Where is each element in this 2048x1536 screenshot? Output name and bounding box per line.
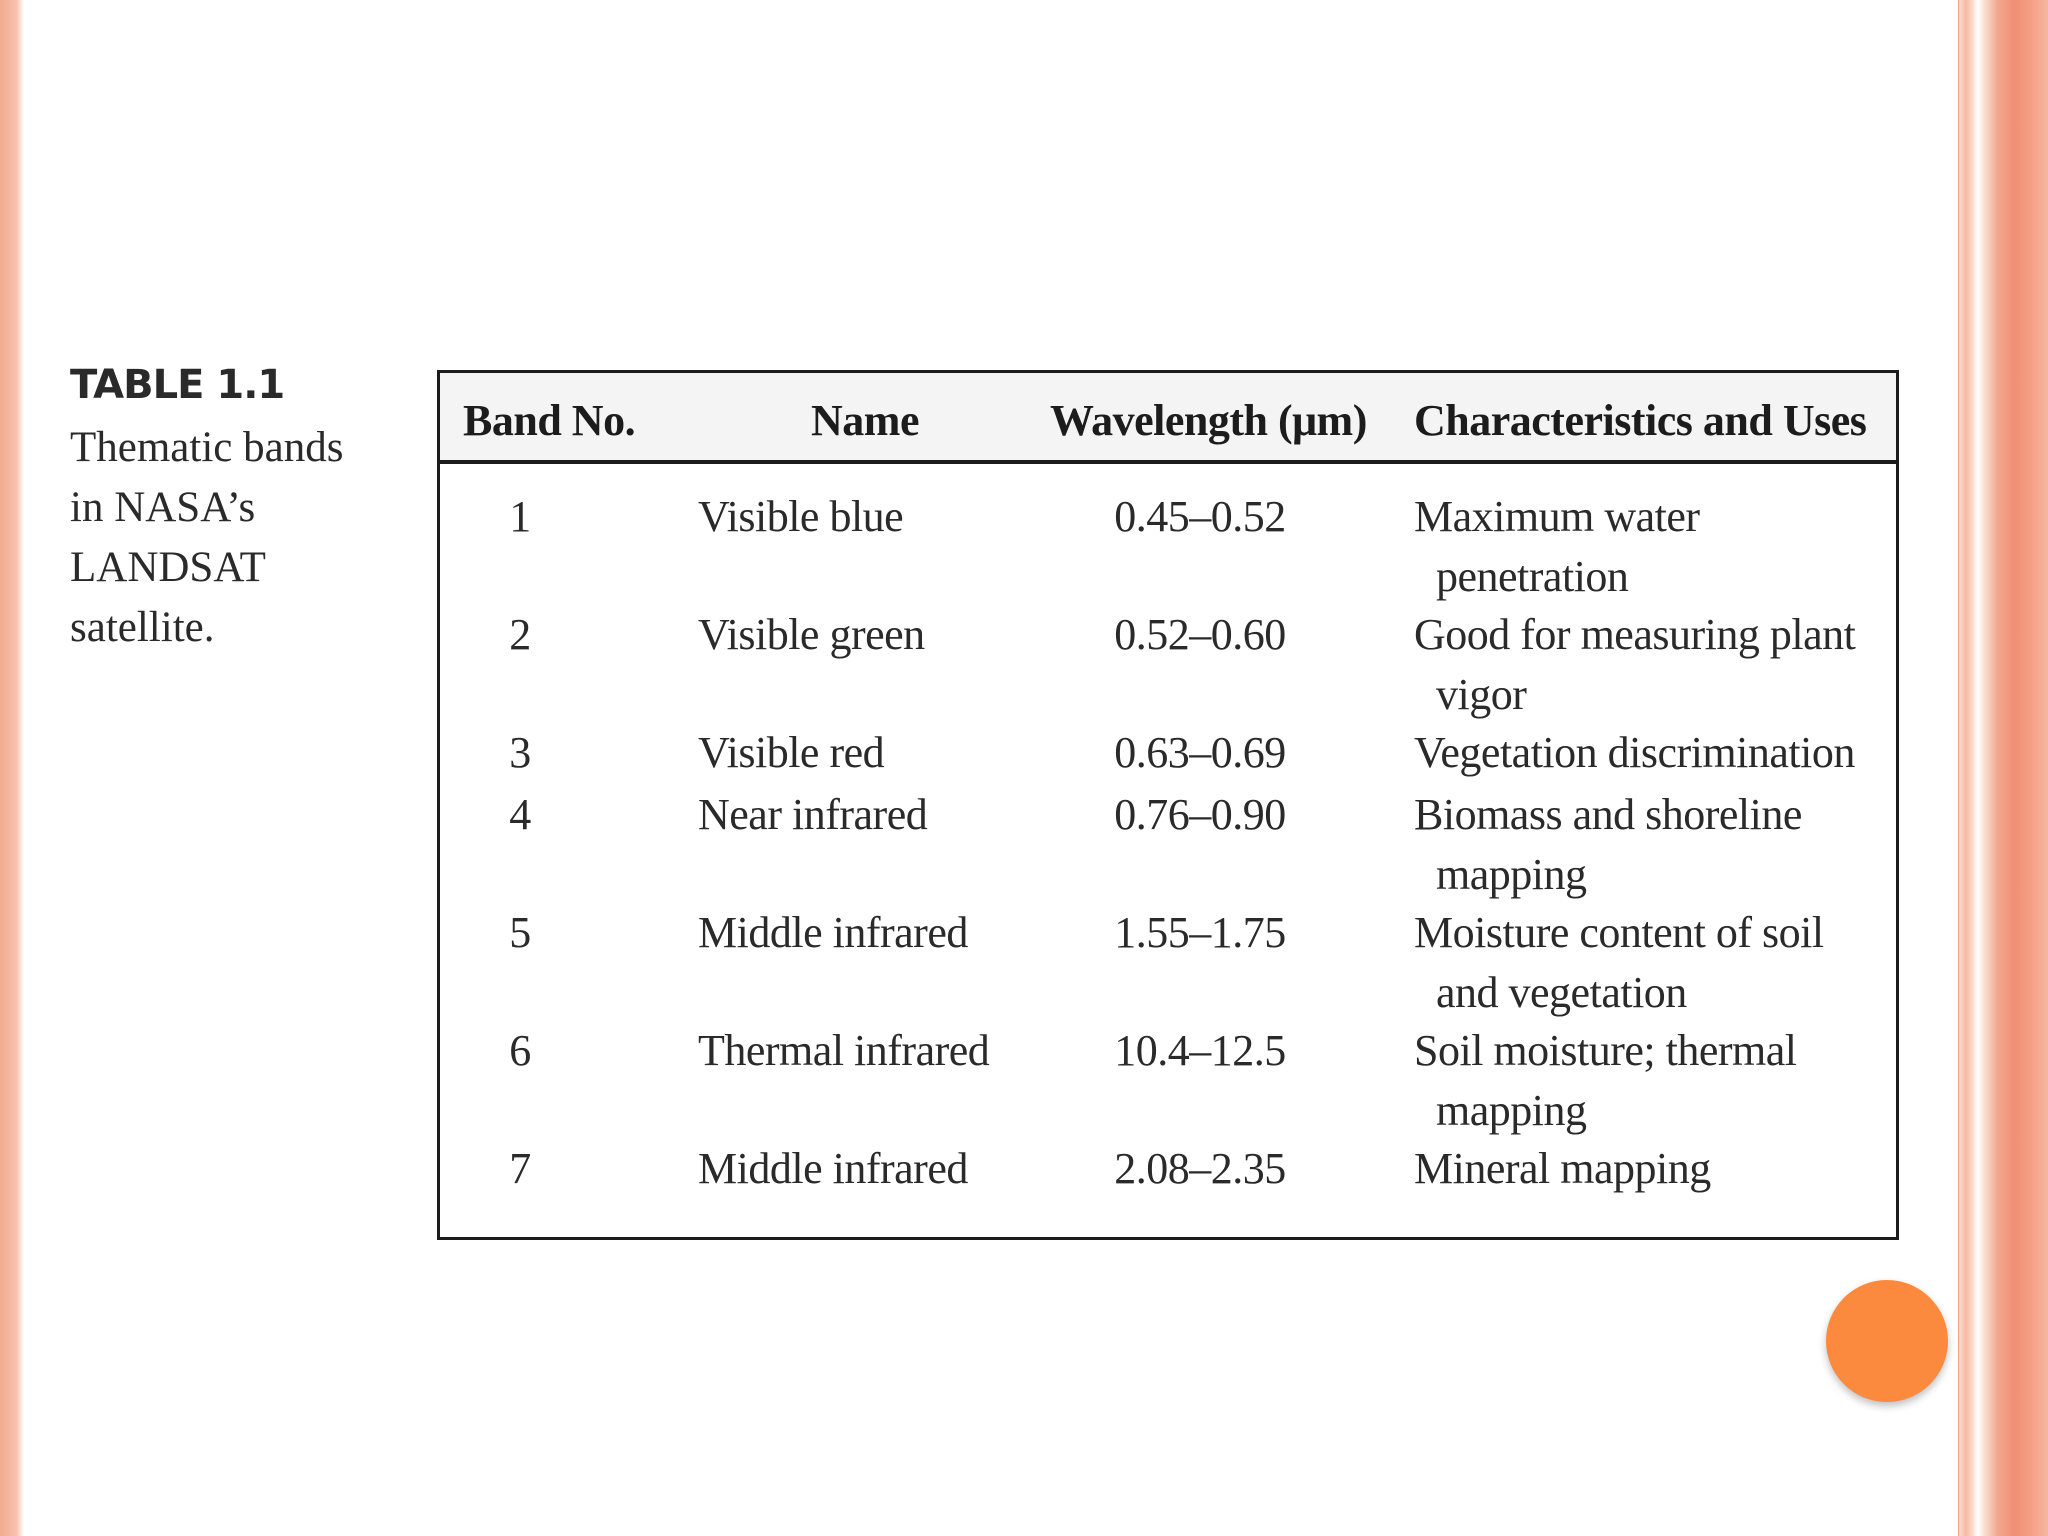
landsat-bands-table xyxy=(437,370,1899,1240)
right-border-stripes xyxy=(1958,0,2048,1536)
cell-wavelength: 2.08–2.35 xyxy=(1114,1144,1286,1193)
cell-characteristics: Soil moisture; thermal mapping xyxy=(1414,1026,1797,1135)
cell-name: Thermal infrared xyxy=(698,1026,990,1075)
cell-characteristics: Vegetation discrimination xyxy=(1414,728,1855,777)
header-name: Name xyxy=(811,396,919,445)
cell-band: 2 xyxy=(509,610,531,659)
cell-wavelength: 0.63–0.69 xyxy=(1114,728,1286,777)
cell-wavelength: 0.52–0.60 xyxy=(1114,610,1286,659)
cell-wavelength: 1.55–1.75 xyxy=(1114,908,1286,957)
cell-name: Visible green xyxy=(698,610,925,659)
cell-band: 6 xyxy=(509,1026,531,1075)
cell-band: 4 xyxy=(509,790,531,839)
cell-characteristics: Moisture content of soil and vegetation xyxy=(1414,908,1824,1017)
cell-wavelength: 0.76–0.90 xyxy=(1114,790,1286,839)
cell-characteristics: Biomass and shoreline mapping xyxy=(1414,790,1802,899)
cell-characteristics: Good for measuring plant vigor xyxy=(1414,610,1856,719)
cell-name: Visible red xyxy=(698,728,885,777)
cell-name: Middle infrared xyxy=(698,1144,968,1193)
cell-wavelength: 10.4–12.5 xyxy=(1114,1026,1286,1075)
left-border-stripe xyxy=(0,0,24,1536)
cell-name: Visible blue xyxy=(698,492,904,541)
cell-band: 3 xyxy=(509,728,531,777)
header-band-no: Band No. xyxy=(463,396,636,445)
cell-name: Near infrared xyxy=(698,790,928,839)
table-caption xyxy=(70,362,370,658)
cell-characteristics: Maximum water penetration xyxy=(1414,492,1700,601)
caption-text: Thematic bands in NASA’s LANDSAT satellite. xyxy=(70,424,344,651)
cell-name: Middle infrared xyxy=(698,908,968,957)
cell-band: 7 xyxy=(509,1144,531,1193)
table-header xyxy=(440,373,1896,464)
cell-wavelength: 0.45–0.52 xyxy=(1114,492,1286,541)
cell-characteristics: Mineral mapping xyxy=(1414,1144,1711,1193)
cell-band: 1 xyxy=(509,492,531,541)
caption-label: TABLE 1.1 xyxy=(70,362,285,408)
orange-circle-button[interactable] xyxy=(1826,1280,1948,1402)
header-characteristics: Characteristics and Uses xyxy=(1414,396,1867,445)
header-wavelength: Wavelength (μm) xyxy=(1050,396,1367,445)
cell-band: 5 xyxy=(509,908,531,957)
